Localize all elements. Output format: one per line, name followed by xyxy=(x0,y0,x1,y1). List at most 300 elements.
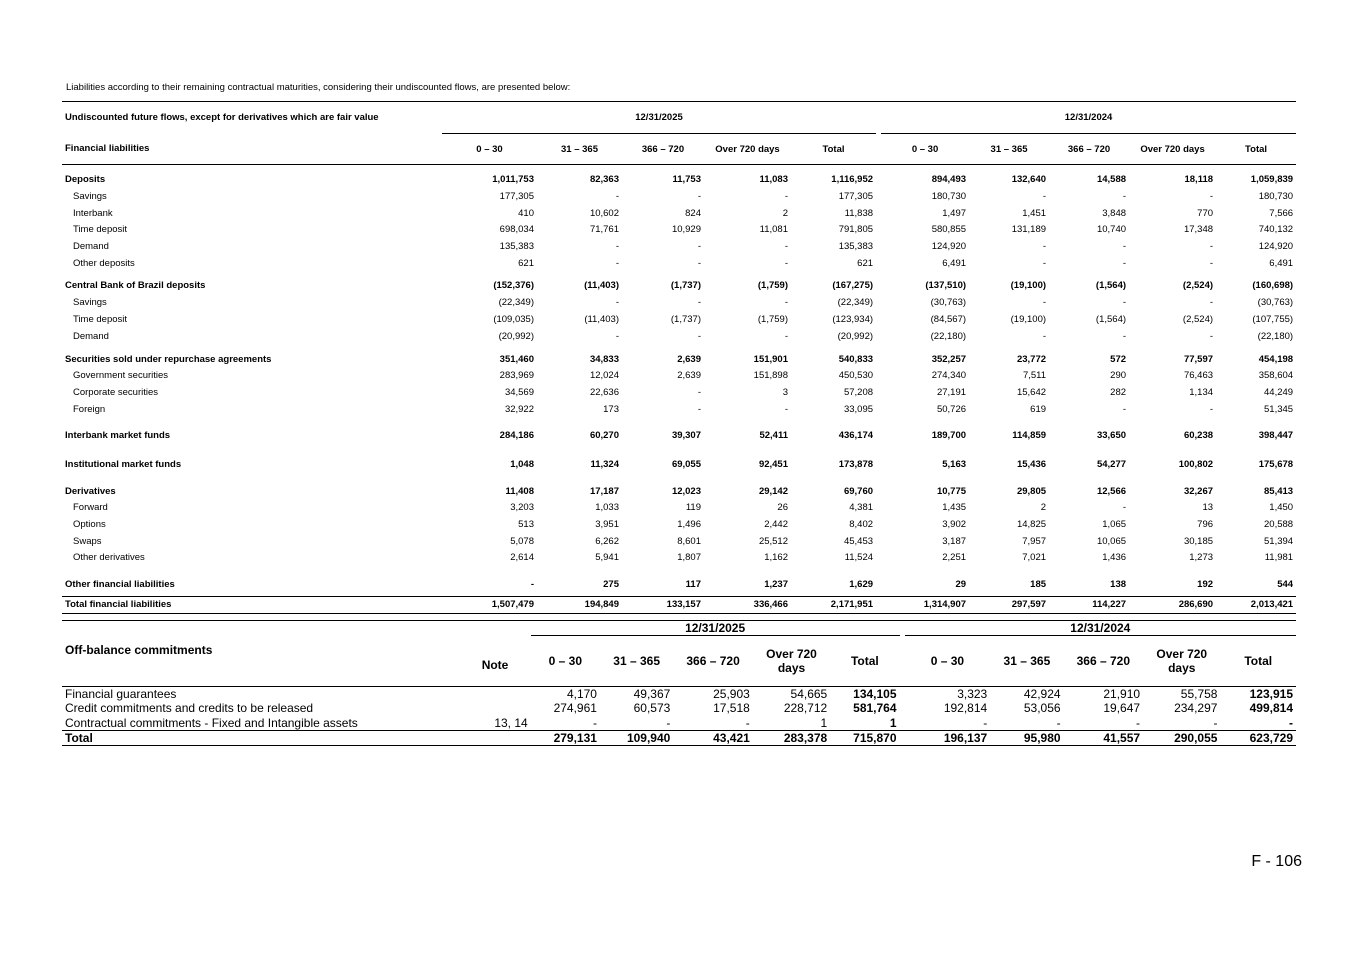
t2-row xyxy=(62,701,1296,716)
t2-cell: 42,924 xyxy=(1023,686,1061,701)
t1-cell: 71,761 xyxy=(589,224,619,236)
t2-cell: 95,980 xyxy=(990,731,1063,746)
t1-cell: 1,065 xyxy=(1102,519,1127,531)
t1-cell: (109,035) xyxy=(493,313,534,325)
t1-cell: (84,567) xyxy=(930,313,967,325)
t1-col-header: Total xyxy=(1216,134,1296,165)
t1-row xyxy=(62,596,1296,613)
t1-cell: 26 xyxy=(777,502,788,514)
t1-cell: 114,227 xyxy=(1049,596,1129,613)
t1-row xyxy=(62,294,1296,311)
t1-cell: 3 xyxy=(782,387,788,399)
t1-cell: 11,083 xyxy=(759,174,788,185)
t1-cell: 7,511 xyxy=(1022,370,1047,382)
t1-cell: 796 xyxy=(1197,519,1214,531)
t1-cell: 824 xyxy=(685,207,701,219)
t1-cell: 5,163 xyxy=(942,459,967,471)
t1-cell: 351,460 xyxy=(499,353,534,365)
t1-cell: 2,639 xyxy=(677,353,701,365)
t1-cell: (11,403) xyxy=(584,313,619,325)
t1-row-label: Savings xyxy=(73,190,107,202)
t1-cell: 85,413 xyxy=(1264,485,1294,497)
t1-cell: (11,403) xyxy=(584,280,619,292)
t1-cell: 135,383 xyxy=(499,240,534,252)
t1-cell: 77,597 xyxy=(1183,353,1214,365)
t2-cell: 283,378 xyxy=(753,731,830,746)
t2-row-note xyxy=(459,686,530,701)
t2-cell: 21,910 xyxy=(1103,686,1141,701)
t1-cell: (19,100) xyxy=(1010,313,1047,325)
t1-cell: 11,524 xyxy=(844,552,874,564)
t1-row xyxy=(62,351,1296,368)
t2-row-note xyxy=(459,701,530,716)
t1-cell: 177,305 xyxy=(499,190,534,202)
t1-cell: 177,305 xyxy=(838,190,874,202)
t2-col-header: 366 – 720 xyxy=(1064,636,1143,687)
t2-cell: 1 xyxy=(889,715,897,730)
t2-cell: - xyxy=(983,715,988,730)
t1-cell: 544 xyxy=(1277,578,1294,590)
t1-cell: - xyxy=(1122,190,1127,202)
t1-cell: 175,678 xyxy=(1258,459,1294,471)
t1-row xyxy=(62,238,1296,255)
t2-row xyxy=(62,716,1296,731)
t1-cell: 6,262 xyxy=(595,535,619,547)
t1-cell: 7,957 xyxy=(1022,535,1047,547)
t2-cell: 192,814 xyxy=(943,701,988,716)
t2-col-header: 366 – 720 xyxy=(673,636,752,687)
t1-cell: 33,650 xyxy=(1096,429,1127,441)
t1-cell: (1,737) xyxy=(670,313,701,325)
t2-cell: 279,131 xyxy=(531,731,600,746)
t1-cell: (1,737) xyxy=(670,280,701,292)
t1-cell: - xyxy=(1042,330,1047,342)
t1-cell: - xyxy=(530,578,534,590)
t1-cell: 791,805 xyxy=(838,224,874,236)
t1-row xyxy=(62,384,1296,401)
t1-cell: 10,740 xyxy=(1096,224,1127,236)
t2-cell: 196,137 xyxy=(905,731,991,746)
t1-cell: 284,186 xyxy=(499,429,534,441)
t1-cell: 11,408 xyxy=(505,485,534,497)
t1-row xyxy=(62,205,1296,222)
t1-cell: 22,636 xyxy=(589,387,619,399)
t2-cell: 49,367 xyxy=(633,686,671,701)
t1-row xyxy=(62,221,1296,238)
t1-cell: 25,512 xyxy=(758,535,788,547)
t2-cell: 109,940 xyxy=(600,731,673,746)
t1-cell: 1,435 xyxy=(942,502,967,514)
t1-cell: - xyxy=(784,240,788,252)
t1-row-label: Central Bank of Brazil deposits xyxy=(65,280,206,292)
t1-row xyxy=(62,572,1296,596)
t1-row xyxy=(62,328,1296,345)
t1-cell: 8,402 xyxy=(849,519,874,531)
t1-row xyxy=(62,516,1296,533)
t1-row-label: Other deposits xyxy=(73,257,135,269)
t1-row-label: Corporate securities xyxy=(73,387,159,399)
t1-cell: (1,564) xyxy=(1095,280,1127,292)
t1-cell: 18,118 xyxy=(1184,174,1214,185)
t1-cell: - xyxy=(697,403,701,415)
t1-row-label: Options xyxy=(73,519,106,531)
t1-cell: 1,237 xyxy=(764,578,788,590)
t1-cell: - xyxy=(1209,190,1214,202)
t1-cell: 45,453 xyxy=(843,535,874,547)
t1-row xyxy=(62,453,1296,477)
t1-cell: 54,277 xyxy=(1096,459,1127,471)
t1-cell: 358,604 xyxy=(1258,370,1294,382)
t1-cell: 336,466 xyxy=(704,596,791,613)
t1-row-label-header: Financial liabilities xyxy=(62,134,442,165)
t2-row-note xyxy=(459,731,530,746)
t1-cell: 13 xyxy=(1202,502,1214,514)
t1-row-label: Swaps xyxy=(73,535,102,547)
t1-col-header: 0 – 30 xyxy=(442,134,537,165)
t1-cell: - xyxy=(1042,190,1047,202)
t1-cell: 33,095 xyxy=(843,403,874,415)
t1-cell: - xyxy=(784,190,788,202)
t1-cell: 10,065 xyxy=(1096,535,1127,547)
t1-row-label: Interbank xyxy=(73,207,113,219)
t1-row xyxy=(62,533,1296,550)
t1-cell: - xyxy=(1122,502,1127,514)
t1-cell: 131,189 xyxy=(1011,224,1047,236)
t2-cell: 234,297 xyxy=(1174,701,1218,716)
t2-cell: 123,915 xyxy=(1249,686,1293,701)
t2-row-label: Financial guarantees xyxy=(65,686,177,701)
t1-cell: 173,878 xyxy=(838,459,874,471)
t1-row-label: Institutional market funds xyxy=(65,459,182,471)
t1-cell: 52,411 xyxy=(759,429,788,441)
t1-cell: 124,920 xyxy=(1258,240,1294,252)
t1-row-label: Time deposit xyxy=(73,224,128,236)
t1-cell: 275 xyxy=(603,578,619,590)
t1-date-2025: 12/31/2025 xyxy=(442,102,876,134)
t1-cell: 621 xyxy=(518,257,534,269)
t1-cell: 698,034 xyxy=(499,224,534,236)
t1-cell: 39,307 xyxy=(671,429,701,441)
t1-cell: 32,922 xyxy=(504,403,534,415)
t1-cell: 572 xyxy=(1110,353,1127,365)
t1-cell: 44,249 xyxy=(1264,387,1294,399)
t1-cell: 14,588 xyxy=(1096,174,1127,185)
t1-cell: 92,451 xyxy=(758,459,788,471)
t1-cell: 3,902 xyxy=(942,519,967,531)
t1-cell: 3,187 xyxy=(942,535,967,547)
t1-row xyxy=(62,368,1296,385)
t1-cell: - xyxy=(697,330,701,342)
t2-cell: 581,764 xyxy=(853,701,897,716)
t1-cell: 1,507,479 xyxy=(442,596,537,613)
financial-liabilities-table xyxy=(62,101,1296,614)
t2-row-note: 13, 14 xyxy=(494,715,528,730)
t1-cell: 3,848 xyxy=(1102,207,1127,219)
t1-cell: - xyxy=(615,257,619,269)
t1-cell: (2,524) xyxy=(1182,313,1214,325)
t1-row-label: Derivatives xyxy=(65,485,116,497)
t1-cell: - xyxy=(1042,297,1047,309)
t1-date-2024: 12/31/2024 xyxy=(881,102,1296,134)
t1-row xyxy=(62,188,1296,205)
t1-col-header: 366 – 720 xyxy=(1049,134,1129,165)
t1-cell: 194,849 xyxy=(537,596,622,613)
t1-cell: - xyxy=(1209,240,1214,252)
t1-cell: 51,394 xyxy=(1264,535,1294,547)
t1-cell: (137,510) xyxy=(925,280,967,292)
t1-cell: 133,157 xyxy=(622,596,704,613)
t1-cell: - xyxy=(697,297,701,309)
t1-cell: 274,340 xyxy=(931,370,967,382)
t1-cell: 2,614 xyxy=(510,552,534,564)
t1-cell: - xyxy=(615,190,619,202)
t1-cell: - xyxy=(784,403,788,415)
t1-cell: 15,436 xyxy=(1016,459,1047,471)
t1-cell: 11,324 xyxy=(590,459,619,471)
t2-cell: - xyxy=(1213,715,1218,730)
t1-cell: (152,376) xyxy=(493,280,534,292)
t2-cell: 274,961 xyxy=(553,701,597,716)
t2-col-header: 0 – 30 xyxy=(531,636,600,687)
t2-cell: 499,814 xyxy=(1249,701,1293,716)
t1-cell: 34,569 xyxy=(504,387,534,399)
t1-col-header: 366 – 720 xyxy=(622,134,704,165)
t1-cell: - xyxy=(1122,403,1127,415)
t1-cell: 17,348 xyxy=(1183,224,1214,236)
t1-cell: 119 xyxy=(685,502,701,514)
t1-cell: 2,171,951 xyxy=(791,596,876,613)
t1-cell: 740,132 xyxy=(1258,224,1294,236)
t1-cell: - xyxy=(1209,257,1214,269)
t1-cell: (1,564) xyxy=(1095,313,1127,325)
t1-cell: 185 xyxy=(1030,578,1047,590)
t1-cell: 1,033 xyxy=(595,502,619,514)
t1-cell: 1,048 xyxy=(510,459,534,471)
t1-col-header: 0 – 30 xyxy=(881,134,969,165)
t1-cell: 29,805 xyxy=(1016,485,1047,497)
t2-cell: 53,056 xyxy=(1023,701,1061,716)
t1-row-label: Government securities xyxy=(73,370,169,382)
t1-cell: 189,700 xyxy=(931,429,967,441)
t1-cell: - xyxy=(784,330,788,342)
t1-cell: 410 xyxy=(518,207,534,219)
t1-cell: - xyxy=(1209,330,1214,342)
t1-cell: 173 xyxy=(603,403,619,415)
t2-cell: 43,421 xyxy=(673,731,752,746)
off-balance-table xyxy=(62,620,1296,746)
t2-cell: 715,870 xyxy=(830,731,899,746)
t1-cell: (30,763) xyxy=(930,297,967,309)
t1-cell: 436,174 xyxy=(838,429,874,441)
t2-cell: - xyxy=(1056,715,1061,730)
t1-cell: (123,934) xyxy=(832,313,874,325)
t1-cell: - xyxy=(1209,403,1214,415)
t1-row-label: Deposits xyxy=(65,174,106,185)
t2-cell: 54,665 xyxy=(790,686,828,701)
t1-cell: 11,753 xyxy=(672,174,701,185)
t1-cell: 1,314,907 xyxy=(881,596,969,613)
t1-cell: 3,951 xyxy=(595,519,619,531)
t2-cell: 55,758 xyxy=(1180,686,1218,701)
t1-cell: 1,807 xyxy=(677,552,701,564)
t1-cell: - xyxy=(1122,257,1127,269)
t1-cell: - xyxy=(615,297,619,309)
t1-cell: - xyxy=(1042,240,1047,252)
t1-cell: 32,267 xyxy=(1183,485,1214,497)
t1-cell: (160,698) xyxy=(1252,280,1294,292)
t2-cell: 623,729 xyxy=(1220,731,1296,746)
t2-title: Off-balance commitments xyxy=(62,621,459,687)
t1-cell: 2,251 xyxy=(942,552,967,564)
t1-cell: 7,566 xyxy=(1269,207,1294,219)
t2-col-header: 0 – 30 xyxy=(905,636,991,687)
t1-cell: 580,855 xyxy=(931,224,967,236)
t1-row xyxy=(62,171,1296,188)
t1-cell: 286,690 xyxy=(1129,596,1216,613)
t1-row-label: Forward xyxy=(73,502,108,514)
t1-cell: 621 xyxy=(857,257,874,269)
t1-cell: (22,349) xyxy=(837,297,874,309)
t1-cell: 57,208 xyxy=(843,387,874,399)
t1-cell: 180,730 xyxy=(1258,190,1294,202)
t1-cell: 29 xyxy=(955,578,967,590)
t1-cell: 100,802 xyxy=(1178,459,1214,471)
t1-cell: (2,524) xyxy=(1182,280,1214,292)
t1-cell: 151,901 xyxy=(753,353,788,365)
t1-cell: 10,929 xyxy=(671,224,701,236)
t1-cell: (20,992) xyxy=(498,330,534,342)
t1-cell: 1,011,753 xyxy=(492,174,534,185)
t1-cell: 1,162 xyxy=(764,552,788,564)
t1-cell: 10,775 xyxy=(936,485,967,497)
t1-cell: 29,142 xyxy=(758,485,788,497)
t2-col-header: 31 – 365 xyxy=(990,636,1063,687)
t1-row-label: Other financial liabilities xyxy=(65,578,175,590)
t2-cell: 134,105 xyxy=(853,686,897,701)
t1-cell: 117 xyxy=(685,578,701,590)
t1-cell: 69,760 xyxy=(843,485,874,497)
intro-text: Liabilities according to their remaining contractual maturities, considering their undiscounted flows, are presented below: xyxy=(66,82,571,93)
t1-cell: (1,759) xyxy=(757,280,788,292)
t1-cell: 1,116,952 xyxy=(831,174,874,185)
t2-cell: 3,323 xyxy=(957,686,988,701)
t1-col-header: 31 – 365 xyxy=(537,134,622,165)
t1-cell: 1,629 xyxy=(849,578,874,590)
t2-cell: - xyxy=(1289,715,1293,730)
t2-cell: 228,712 xyxy=(783,701,828,716)
t1-col-header: Over 720 days xyxy=(1129,134,1216,165)
t1-cell: 398,447 xyxy=(1258,429,1294,441)
t1-col-header: Over 720 days xyxy=(704,134,791,165)
t1-cell: 450,530 xyxy=(838,370,874,382)
t1-cell: - xyxy=(697,190,701,202)
t1-cell: 2,639 xyxy=(677,370,701,382)
t1-cell: 7,021 xyxy=(1022,552,1047,564)
t1-row xyxy=(62,500,1296,517)
t2-cell: - xyxy=(666,715,671,730)
t1-cell: - xyxy=(1042,257,1047,269)
t2-note-header: Note xyxy=(459,636,530,687)
t2-row-label: Credit commitments and credits to be released xyxy=(65,701,314,716)
t2-cell: - xyxy=(592,715,597,730)
t1-cell: 20,588 xyxy=(1264,519,1294,531)
t2-cell: 290,055 xyxy=(1143,731,1220,746)
t2-cell: 41,557 xyxy=(1064,731,1143,746)
t1-cell: 60,270 xyxy=(589,429,619,441)
t1-cell: 12,566 xyxy=(1096,485,1127,497)
t1-row xyxy=(62,424,1296,448)
t1-cell: 1,273 xyxy=(1189,552,1214,564)
t1-cell: - xyxy=(615,240,619,252)
t1-cell: 2 xyxy=(782,207,788,219)
t1-cell: (20,992) xyxy=(837,330,874,342)
t1-row xyxy=(62,255,1296,272)
t1-title: Undiscounted future flows, except for derivatives which are fair value xyxy=(62,102,442,134)
t1-cell: 14,825 xyxy=(1016,519,1047,531)
t1-cell: 8,601 xyxy=(677,535,701,547)
t1-cell: - xyxy=(697,257,701,269)
t2-date-2024: 12/31/2024 xyxy=(905,621,1296,636)
t2-row xyxy=(62,731,1296,746)
t1-row xyxy=(62,401,1296,418)
t1-cell: - xyxy=(1209,297,1214,309)
t1-cell: 1,059,839 xyxy=(1250,174,1294,185)
t1-cell: (22,180) xyxy=(1257,330,1294,342)
t1-cell: (30,763) xyxy=(1257,297,1294,309)
t1-cell: 283,969 xyxy=(499,370,534,382)
t1-cell: - xyxy=(784,297,788,309)
t1-cell: 5,941 xyxy=(595,552,619,564)
t1-col-header: Total xyxy=(791,134,876,165)
t1-cell: 17,187 xyxy=(589,485,619,497)
t1-cell: 894,493 xyxy=(931,174,967,185)
t1-cell: - xyxy=(1122,240,1127,252)
t1-cell: - xyxy=(697,240,701,252)
t1-row-label: Other derivatives xyxy=(73,552,145,564)
t1-row xyxy=(62,483,1296,500)
t1-cell: 1,496 xyxy=(677,519,701,531)
t2-col-header: Total xyxy=(1220,636,1296,687)
t1-cell: 6,491 xyxy=(1269,257,1294,269)
t1-cell: 2,013,421 xyxy=(1216,596,1296,613)
t1-cell: 1,497 xyxy=(942,207,967,219)
t1-cell: 34,833 xyxy=(589,353,619,365)
t1-cell: 352,257 xyxy=(931,353,967,365)
t1-cell: 192 xyxy=(1197,578,1214,590)
t1-row-label: Demand xyxy=(73,330,109,342)
t2-cell: 17,518 xyxy=(713,701,750,716)
t1-cell: 69,055 xyxy=(671,459,701,471)
t1-cell: 282 xyxy=(1110,387,1127,399)
t1-cell: 4,381 xyxy=(849,502,874,514)
t1-cell: (22,180) xyxy=(930,330,967,342)
t2-cell: - xyxy=(1136,715,1141,730)
t1-row xyxy=(62,311,1296,328)
t1-cell: 290 xyxy=(1110,370,1127,382)
t1-cell: 5,078 xyxy=(510,535,534,547)
t2-cell: 25,903 xyxy=(713,686,750,701)
t1-cell: 30,185 xyxy=(1183,535,1214,547)
t2-cell: 19,647 xyxy=(1103,701,1141,716)
t1-row xyxy=(62,550,1296,567)
t1-cell: - xyxy=(615,330,619,342)
t2-row xyxy=(62,686,1296,701)
t1-cell: 50,726 xyxy=(936,403,967,415)
t1-cell: 138 xyxy=(1110,578,1127,590)
t1-cell: 11,981 xyxy=(1264,552,1294,564)
t2-col-header: Over 720 days xyxy=(1143,636,1220,687)
t1-cell: (1,759) xyxy=(757,313,788,325)
